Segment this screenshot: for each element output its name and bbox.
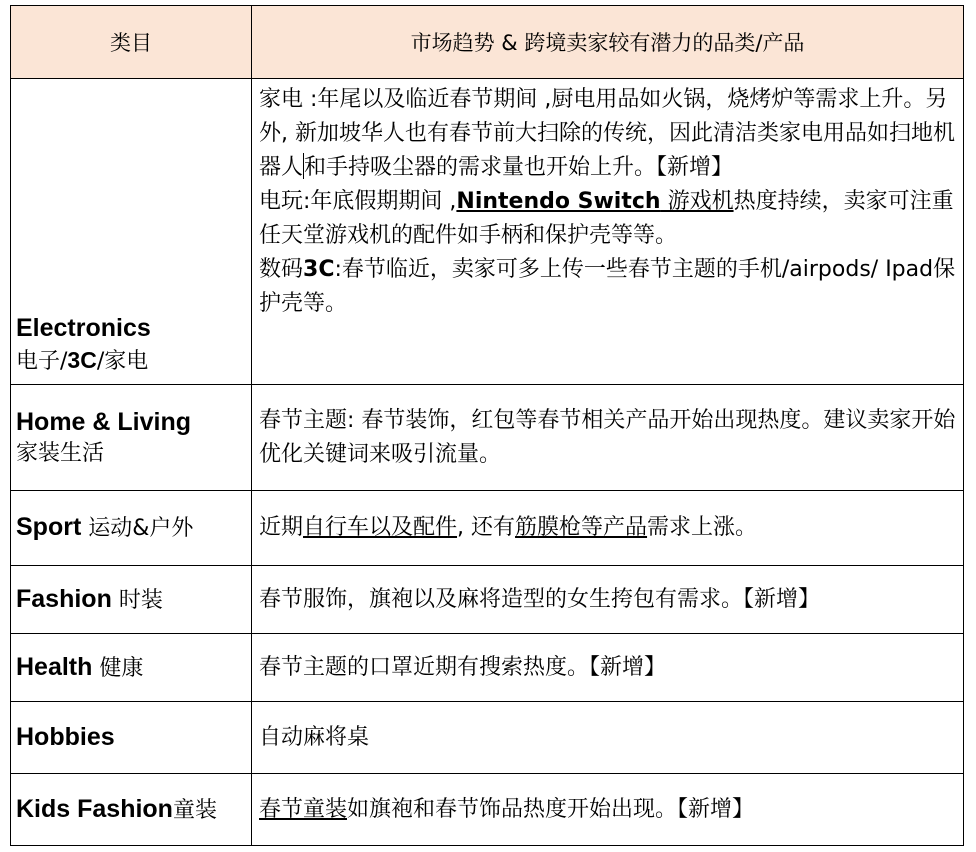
- category-zh: 童装: [172, 797, 217, 823]
- desc-cell-electronics: [252, 79, 964, 385]
- category-cell-home: [11, 385, 252, 491]
- desc-digital: 数码3C:春节临近，卖家可多上传一些春节主题的手机/airpods/ Ipad保护壳等。: [259, 257, 956, 316]
- table-row-fashion: [11, 566, 964, 634]
- nintendo-link: Nintendo Switch: [456, 189, 661, 214]
- category-cell-hobbies: [11, 702, 252, 774]
- category-cell-kids: [11, 774, 252, 846]
- desc-gaming: 电玩:年底假期期间 ,Nintendo Switch 游戏机热度持续，卖家可注重任天堂游戏机的配件如手柄和保护壳等等。: [259, 189, 954, 248]
- trend-table: [10, 5, 964, 846]
- table-row-home: [11, 385, 964, 491]
- category-zh: 运动&户外: [81, 516, 194, 541]
- category-cell-sport: [11, 491, 252, 566]
- header-trends: 市场趋势 & 跨境卖家较有潜力的品类/产品: [252, 6, 964, 79]
- category-cell-electronics: [11, 79, 252, 385]
- category-en: Hobbies: [16, 723, 115, 751]
- desc-cell-fashion: 春节服饰，旗袍以及麻将造型的女生挎包有需求。【新增】: [252, 566, 964, 634]
- header-category: 类目: [11, 6, 252, 79]
- desc-cell-health: 春节主题的口罩近期有搜索热度。【新增】: [252, 634, 964, 702]
- table-row-sport: [11, 491, 964, 566]
- category-en: Home & Living: [16, 407, 192, 436]
- category-zh: 时装: [111, 587, 163, 613]
- desc-cell-home: 春节主题: 春节装饰，红包等春节相关产品开始出现热度。建议卖家开始优化关键词来吸引流量。: [252, 385, 964, 491]
- table-row-hobbies: [11, 702, 964, 774]
- table-row-electronics: [11, 79, 964, 385]
- category-zh: 电子/3C/家电: [16, 347, 149, 374]
- category-en: Sport: [16, 513, 82, 541]
- table-row-kids: [11, 774, 964, 846]
- desc-cell-sport: 近期自行车以及配件, 还有筋膜枪等产品需求上涨。: [252, 491, 964, 566]
- desc-cell-kids: 春节童装如旗袍和春节饰品热度开始出现。【新增】: [252, 774, 964, 846]
- category-cell-fashion: [11, 566, 252, 634]
- category-en: Fashion: [16, 584, 112, 613]
- category-zh: 家装生活: [16, 440, 105, 466]
- category-en: Kids Fashion: [16, 794, 173, 823]
- category-en: Electronics: [16, 314, 151, 342]
- desc-appliances: 家电 :年尾以及临近春节期间 ,厨电用品如火锅，烧烤炉等需求上升。另外, 新加坡华人也有春节前大扫除的传统，因此清洁类家电用品如扫地机器人和手持吸尘器的需求量也开始上升。【新增】: [259, 87, 955, 180]
- table-row-health: [11, 634, 964, 702]
- desc-cell-hobbies: 自动麻将桌: [252, 702, 964, 774]
- category-zh: 健康: [92, 655, 144, 681]
- header-row: [11, 6, 964, 79]
- category-cell-health: [11, 634, 252, 702]
- category-en: Health: [16, 652, 93, 681]
